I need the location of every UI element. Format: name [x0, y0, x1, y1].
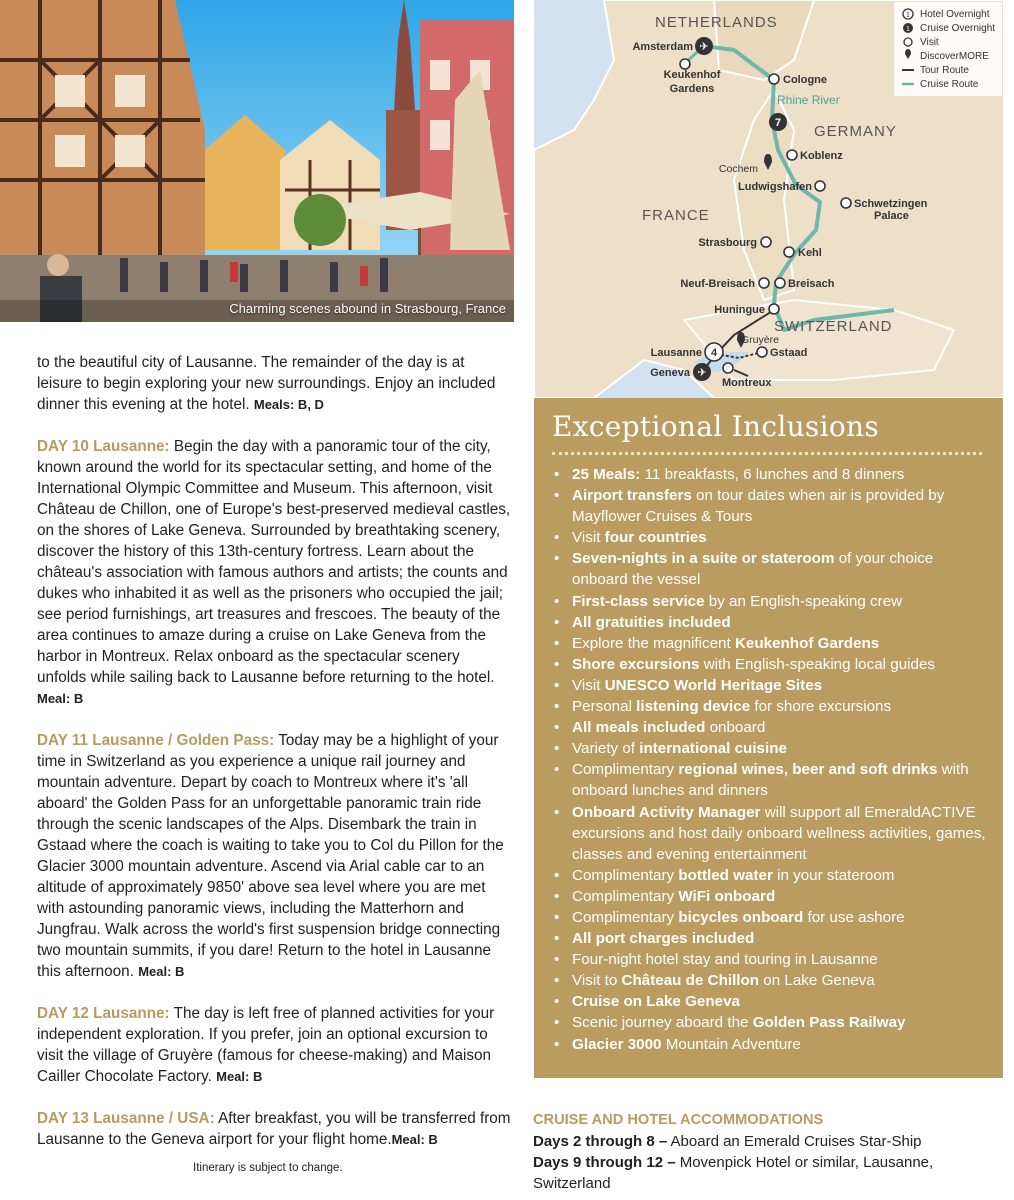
label-schwetzingen-2: Palace	[874, 210, 909, 222]
label-montreux: Montreux	[722, 377, 772, 389]
keukenhof-marker	[680, 59, 690, 69]
inclusion-item: • Visit UNESCO World Heritage Sites	[552, 675, 992, 696]
itinerary-intro: to the beautiful city of Lausanne. The remainder of the day is at leisure to begin exploring your new surroundings. Enjoy an included dinner this evening at the hotel. Meals: B, D	[37, 354, 496, 413]
inclusion-item: • Visit four countries	[552, 527, 992, 548]
strasbourg-marker	[761, 237, 771, 247]
label-strasbourg: Strasbourg	[698, 237, 757, 249]
legend-cruise: Cruise Overnight	[920, 23, 996, 34]
inclusion-item: • Complimentary bicycles onboard for use ashore	[552, 907, 992, 928]
strasbourg-photo	[0, 0, 514, 322]
legend-visit: Visit	[920, 37, 939, 48]
inclusion-item: • Complimentary regional wines, beer and soft drinks with onboard lunches and dinners	[552, 759, 992, 801]
day-10-location: Lausanne:	[93, 438, 170, 455]
day-10-meal: Meal: B	[37, 691, 84, 706]
day-13-label: DAY 13	[37, 1110, 89, 1127]
inclusion-item: • Complimentary bottled water in your stateroom	[552, 865, 992, 886]
label-koblenz: Koblenz	[800, 150, 843, 162]
inclusion-item: • Glacier 3000 Mountain Adventure	[552, 1034, 992, 1055]
legend-discover: DiscoverMORE	[920, 51, 989, 62]
label-gruyere: Gruyère	[741, 334, 779, 346]
legend-hotel: Hotel Overnight	[920, 9, 990, 20]
day-12-paragraph	[37, 1003, 513, 1087]
day-10-paragraph	[37, 436, 513, 709]
day-11-text: Today may be a highlight of your time in Switzerland as you experience a unique rail journey and mountain adventure. Depart by coach to Montreux where it's 'all aboard' the Golden Pass for an unforgettable panoramic train ride through the scenic landscapes of the Alps. Disembark the train in Gstaad where the coach is waiting to take you to Col du Pillon for the Glacier 3000 mountain adventure. Ascend via Arial cable car to an altitude of approximately 9850' above sea level where you are met with astounding panoramic views, including the Matterhorn and Jungfrau. Walk across the world's first suspension bridge connecting two mountain summits, if you dare! Return to the hotel in Lausanne this afternoon.	[37, 732, 504, 980]
day-13-paragraph	[37, 1108, 513, 1150]
svg-text:1: 1	[906, 12, 910, 19]
label-cologne: Cologne	[783, 74, 827, 86]
day-13-location: Lausanne / USA:	[93, 1110, 215, 1127]
huningue-marker	[769, 304, 779, 314]
inclusion-item: • Seven-nights in a suite or stateroom of your choice onboard the vessel	[552, 548, 992, 590]
label-neuf-breisach: Neuf-Breisach	[680, 278, 755, 290]
country-france: FRANCE	[642, 207, 710, 224]
cruise-nights-value: 7	[774, 117, 782, 129]
inclusion-item: • Cruise on Lake Geneva	[552, 991, 992, 1012]
label-keukenhof-2: Gardens	[669, 83, 715, 95]
label-schwetzingen-1: Schwetzingen	[854, 198, 928, 210]
koblenz-marker	[787, 150, 797, 160]
day-12-label: DAY 12	[37, 1005, 89, 1022]
day-10-text: Begin the day with a panoramic tour of the city, known around the world for its spectacular setting, and home of the International Olympic Committee and Museum. This afternoon, visit Château de Chillon, one of Europe's best-preserved medieval castles, on the shores of Lake Geneva. Surrounded by breathtaking scenery, discover the history of this 13th-century fortress. Learn about the château's association with famous authors and artists; the counts and dukes who inhabited it as well as the prisoners who occupied the jail; see period furnishings, art treasures and frescoes. The beauty of the area continues to amaze during a cruise on Lake Geneva from the harbor in Montreux. Relax onboard as the spectacular scenery unfolds while sailing back to Lausanne before returning to the hotel.	[37, 438, 511, 686]
day-13-meal: Meal: B	[391, 1132, 438, 1147]
schwetzingen-marker	[841, 198, 851, 208]
inclusion-item: • First-class service by an English-speaking crew	[552, 591, 992, 612]
label-cochem: Cochem	[718, 163, 758, 175]
label-lausanne: Lausanne	[650, 347, 702, 359]
inclusions-title: Exceptional Inclusions	[552, 410, 880, 443]
route-map	[534, 0, 1004, 398]
label-amsterdam: Amsterdam	[632, 41, 693, 53]
inclusion-item: • Variety of international cuisine	[552, 738, 992, 759]
inclusion-item: • Explore the magnificent Keukenhof Gardens	[552, 633, 992, 654]
day-12-location: Lausanne:	[93, 1005, 170, 1022]
hotel-nights-value: 4	[710, 347, 718, 359]
day-13-text: After breakfast, you will be transferred from Lausanne to the Geneva airport for your flight home.	[37, 1110, 511, 1148]
svg-text:✈: ✈	[697, 367, 707, 379]
route-map-svg	[534, 0, 1004, 398]
label-breisach: Breisach	[788, 278, 835, 290]
inclusion-item: • All gratuities included	[552, 612, 992, 633]
day-11-meal: Meal: B	[138, 964, 185, 979]
itinerary-text	[37, 352, 513, 1171]
accommodations-line-1: Days 2 through 8 – Aboard an Emerald Cruises Star-Ship	[533, 1133, 922, 1150]
accommodations-line-2: Days 9 through 12 – Movenpick Hotel or similar, Lausanne, Switzerland	[533, 1154, 934, 1192]
svg-text:✈: ✈	[699, 41, 709, 53]
inclusion-item: • All meals included onboard	[552, 717, 992, 738]
inclusion-item: • Complimentary WiFi onboard	[552, 886, 992, 907]
day-10-label: DAY 10	[37, 438, 89, 455]
ludwigshafen-marker	[815, 181, 825, 191]
itinerary-note: Itinerary is subject to change.	[193, 1162, 343, 1174]
country-germany: GERMANY	[814, 123, 897, 140]
label-gstaad: Gstaad	[770, 347, 808, 359]
legend-cruise-route: Cruise Route	[920, 79, 979, 90]
inclusion-item: • Personal listening device for shore excursions	[552, 696, 992, 717]
cologne-marker	[769, 74, 779, 84]
montreux-marker	[723, 363, 733, 373]
accommodations-heading: CRUISE AND HOTEL ACCOMMODATIONS	[533, 1112, 824, 1128]
inclusions-list	[552, 464, 992, 1055]
kehl-marker	[784, 247, 794, 257]
day-12-text: The day is left free of planned activities for your independent exploration. If you prefer, join an optional excursion to visit the village of Gruyère (famous for cheese-making) and Maison Cailler Chocolate Factory.	[37, 1005, 495, 1085]
country-netherlands: NETHERLANDS	[655, 14, 778, 31]
breisach-marker	[775, 278, 785, 288]
inclusion-item: • Four-night hotel stay and touring in Lausanne	[552, 949, 992, 970]
gstaad-marker	[757, 347, 767, 357]
inclusion-item: • Shore excursions with English-speaking local guides	[552, 654, 992, 675]
label-kehl: Kehl	[798, 247, 822, 259]
label-keukenhof-1: Keukenhof	[663, 69, 721, 81]
label-geneva: Geneva	[650, 367, 690, 379]
country-switzerland: SWITZERLAND	[774, 318, 893, 335]
label-ludwigshafen: Ludwigshafen	[738, 181, 812, 193]
svg-text:1: 1	[906, 26, 910, 33]
inclusion-item: • Scenic journey aboard the Golden Pass Railway	[552, 1012, 992, 1033]
inclusion-item: • All port charges included	[552, 928, 992, 949]
legend-tour-route: Tour Route	[920, 65, 969, 76]
day-11-paragraph	[37, 730, 513, 982]
day-11-label: DAY 11	[37, 732, 89, 749]
inclusion-item: • Airport transfers on tour dates when air is provided by Mayflower Cruises & Tours	[552, 485, 992, 527]
strasbourg-street-illustration	[0, 0, 514, 322]
inclusion-item: • Visit to Château de Chillon on Lake Geneva	[552, 970, 992, 991]
inclusion-item: • 25 Meals: 11 breakfasts, 6 lunches and 8 dinners	[552, 464, 992, 485]
label-huningue: Huningue	[714, 304, 765, 316]
dotted-divider	[552, 452, 982, 455]
intro-meals: Meals: B, D	[253, 397, 324, 412]
neuf-breisach-marker	[759, 278, 769, 288]
photo-caption: Charming scenes abound in Strasbourg, France	[229, 301, 506, 316]
day-11-location: Lausanne / Golden Pass:	[92, 732, 275, 749]
river-label: Rhine River	[777, 93, 840, 107]
inclusions-box	[534, 398, 1003, 1078]
inclusion-item: • Onboard Activity Manager will support all EmeraldACTIVE excursions and host daily onboard wellness activities, games, classes and evening entertainment	[552, 802, 992, 865]
day-12-meal: Meal: B	[216, 1069, 263, 1084]
accommodations-section	[533, 1110, 1003, 1194]
